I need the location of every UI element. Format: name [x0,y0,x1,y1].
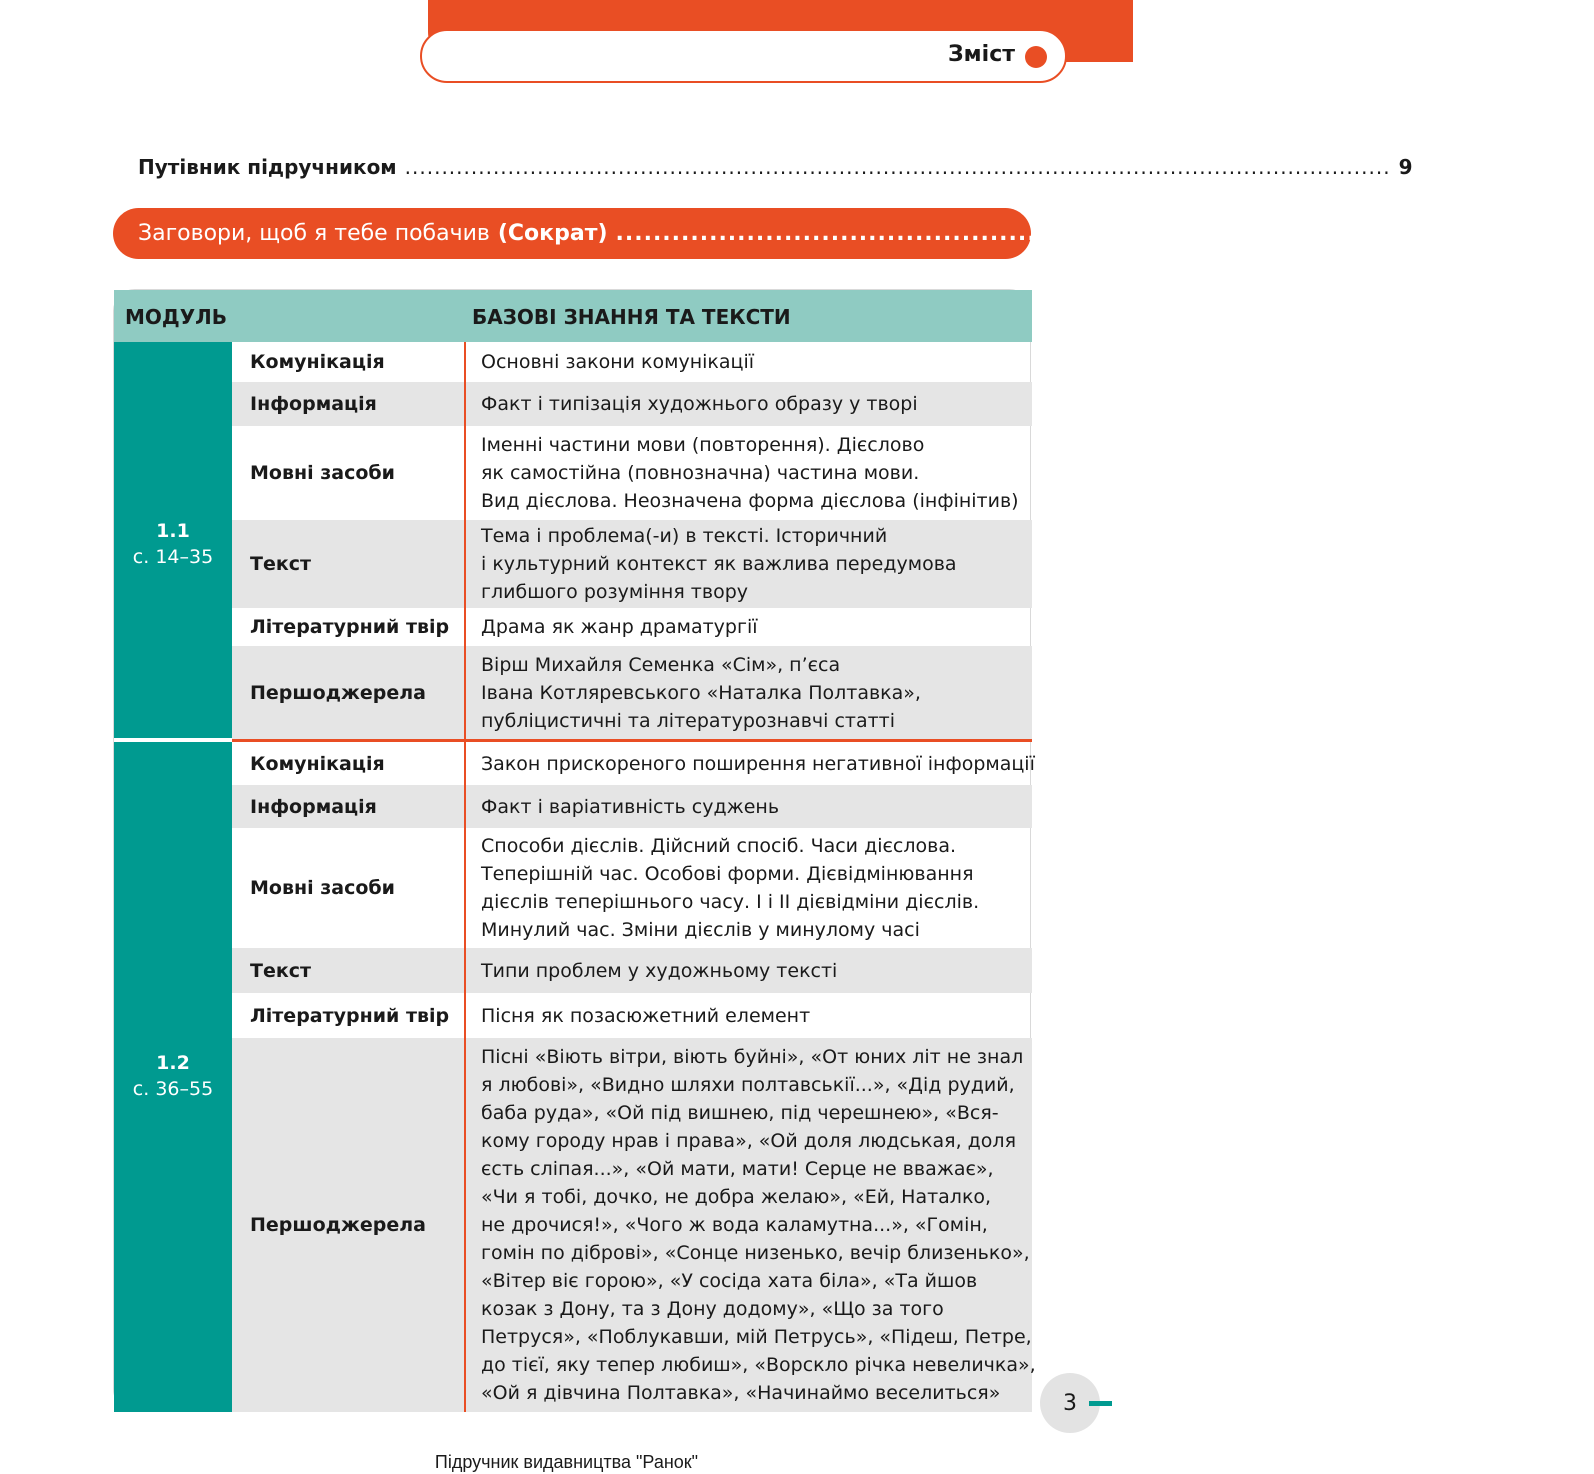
publisher-footer: Підручник видавництва "Ранок" [434,1452,699,1472]
row-label: Мовні засоби [250,462,395,484]
module-separator-line [232,739,1032,742]
row-label: Текст [250,553,312,575]
module-separator [114,738,232,742]
toc-leader-dots: ................................................................................................ [615,221,1514,246]
module-pages: с. 36–55 [132,1078,214,1100]
row-label: Комунікація [250,752,385,775]
table-row [232,608,1032,646]
row-content: Тема і проблема(-и) в тексті. Історичний і культурний контекст як важлива передумова глибшого розуміння твору [481,525,957,603]
page-title: Зміст [948,42,1015,67]
orange-dot-icon [1025,46,1047,68]
module-1-1-cell[interactable] [114,342,232,738]
table-row [232,993,1032,1038]
row-content: Іменні частини мови (повторення). Дієслово як самостійна (повнозначна) частина мови. Вид дієслова. Неозначена форма дієслова (інфінітив) [481,434,1019,512]
toc-leader-dots: ...................................................................................................................................... [404,155,1391,179]
row-label: Першоджерела [250,1214,426,1236]
row-label: Текст [250,959,312,982]
row-content: Основні закони комунікації [481,351,755,373]
table-row [232,948,1032,993]
table-row [232,382,1032,426]
module-number: 1.2 [156,1052,190,1074]
row-label: Літературний твір [250,1004,450,1027]
toc-intro-author: (Сократ) [497,221,608,246]
row-content: Пісня як позасюжетний елемент [481,1004,811,1027]
table-row [232,342,1032,382]
column-divider [464,342,466,1412]
table-row [232,426,1032,520]
page-number: 3 [1040,1373,1100,1433]
module-1-2-cell[interactable] [114,742,232,1412]
row-label: Інформація [250,393,377,415]
row-content: Типи проблем у художньому тексті [481,959,838,982]
row-label: Комунікація [250,351,385,373]
table-row [232,785,1032,828]
toc-intro-entry[interactable] [113,208,1594,259]
column-header-content: БАЗОВІ ЗНАННЯ ТА ТЕКСТИ [472,305,791,329]
table-row [232,1038,1036,1412]
table-row [232,828,1032,948]
table-row [232,742,1035,785]
row-content: Закон прискореного поширення негативної інформації [481,752,1035,775]
table-row [232,520,1032,608]
page-marker-dash [1089,1401,1112,1406]
toc-guide-page: 9 [1398,155,1413,179]
module-number: 1.1 [156,520,190,542]
row-content: Способи дієслів. Дійсний спосіб. Часи дієслова. Теперішній час. Особові форми. Дієвідмінювання дієслів теперішнього часу. І і ІІ дієвідміни дієслів. Минулий час. Зміни дієслів у минулому часі [481,835,980,941]
row-content: Факт і варіативність суджень [481,795,780,818]
toc-intro-label: Заговори, щоб я тебе побачив [138,221,490,246]
row-label: Мовні засоби [250,877,395,899]
row-label: Першоджерела [250,681,426,704]
row-label: Літературний твір [250,616,450,638]
row-content: Драма як жанр драматургії [481,616,758,638]
section-header [420,29,1067,83]
row-content: Факт і типізація художнього образу у творі [481,393,918,415]
contents-table [113,289,1036,1411]
column-header-module: МОДУЛЬ [125,305,227,329]
table-row [232,646,1032,739]
toc-intro-pages: 12–13 [1521,221,1594,246]
row-content: Пісні «Віють вітри, віють буйні», «От юних літ не знал я любові», «Видно шляхи полтавськії...», «Дід рудий, баба руда», «Ой під вишнею, під черешнею», «Вся- кому городу нрав і права», «Ой доля людськая, доля єсть сліпая...», «Ой мати, мати! Серце не вважає», «Чи я тобі, дочко, не добра желаю», «Ей, Наталко, не дрочися!», «Чого ж вода каламутна...», «Гомін, гомін по діброві», «Сонце низенько, вечір близенько», «Вітер віє горою», «У сосіда хата біла», «Та йшов козак з Дону, та з Дону додому», «Що за того Петруся», «Поблукавши, мій Петрусь», «Підеш, Петре, до тієї, яку тепер любиш», «Ворскло річка невеличка», «Ой я дівчина Полтавка», «Начинаймо веселиться» [481,1046,1036,1404]
row-content: Вірш Михайля Семенка «Сім», п’єса Івана Котляревського «Наталка Полтавка», публіцистичні та літературознавчі статті [481,653,921,732]
module-pages: с. 14–35 [132,546,214,568]
row-label: Інформація [250,795,377,818]
toc-guide-entry[interactable] [138,155,1413,185]
table-header [114,290,1032,342]
toc-guide-label: Путівник підручником [138,155,397,179]
